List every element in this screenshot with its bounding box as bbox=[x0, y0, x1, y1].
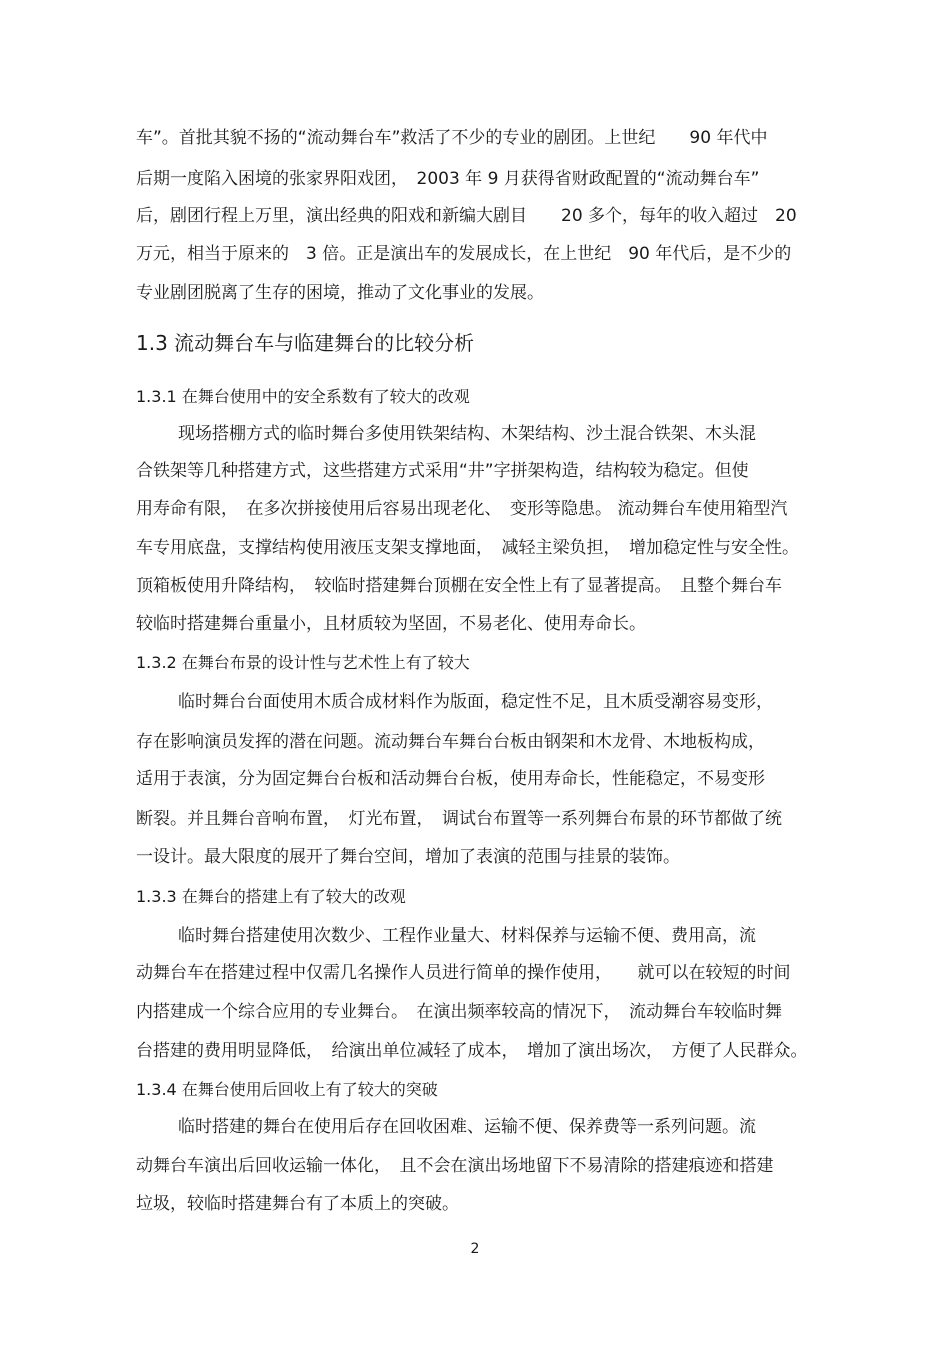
section-heading: 1.3 流动舞台车与临建舞台的比较分析 bbox=[136, 331, 475, 355]
paragraph-line: 后期一度陷入困境的张家界阳戏团， 2003 年 9 月获得省财政配置的“流动舞台车” bbox=[136, 169, 760, 189]
paragraph-line: 断裂。并且舞台音响布置， 灯光布置， 调试台布置等一系列舞台布景的环节都做了统 bbox=[136, 809, 782, 829]
paragraph-line: 专业剧团脱离了生存的困境，推动了文化事业的发展。 bbox=[136, 283, 544, 303]
page-number: 2 bbox=[470, 1241, 480, 1257]
paragraph-line: 后，剧团行程上万里，演出经典的阳戏和新编大剧目 20 多个，每年的收入超过 20 bbox=[136, 206, 797, 226]
paragraph-line: 车专用底盘，支撑结构使用液压支架支撑地面， 减轻主梁负担， 增加稳定性与安全性。 bbox=[136, 538, 799, 558]
paragraph-line: 动舞台车在搭建过程中仅需几名操作人员进行简单的操作使用， 就可以在较短的时间 bbox=[136, 963, 791, 983]
subsection-heading: 1.3.1 在舞台使用中的安全系数有了较大的改观 bbox=[136, 387, 470, 406]
paragraph-line: 内搭建成一个综合应用的专业舞台。 在演出频率较高的情况下， 流动舞台车较临时舞 bbox=[136, 1002, 782, 1022]
subsection-heading: 1.3.3 在舞台的搭建上有了较大的改观 bbox=[136, 887, 406, 906]
paragraph-line: 存在影响演员发挥的潜在问题。流动舞台车舞台台板由钢架和木龙骨、木地板构成， bbox=[136, 732, 765, 752]
paragraph-line: 临时搭建的舞台在使用后存在回收困难、运输不便、保养费等一系列问题。流 bbox=[178, 1117, 756, 1137]
paragraph-line: 动舞台车演出后回收运输一体化， 且不会在演出场地留下不易清除的搭建痕迹和搭建 bbox=[136, 1156, 774, 1176]
paragraph-line: 垃圾，较临时搭建舞台有了本质上的突破。 bbox=[136, 1194, 459, 1214]
paragraph-line: 现场搭棚方式的临时舞台多使用铁架结构、木架结构、沙土混合铁架、木头混 bbox=[178, 424, 756, 444]
subsection-heading: 1.3.2 在舞台布景的设计性与艺术性上有了较大 bbox=[136, 653, 470, 672]
paragraph-line: 台搭建的费用明显降低， 给演出单位减轻了成本， 增加了演出场次， 方便了人民群众。 bbox=[136, 1041, 808, 1061]
paragraph-line: 顶箱板使用升降结构， 较临时搭建舞台顶棚在安全性上有了显著提高。 且整个舞台车 bbox=[136, 576, 782, 596]
paragraph-line: 合铁架等几种搭建方式，这些搭建方式采用“井”字拼架构造，结构较为稳定。但使 bbox=[136, 461, 749, 481]
subsection-heading: 1.3.4 在舞台使用后回收上有了较大的突破 bbox=[136, 1080, 438, 1099]
paragraph-line: 用寿命有限， 在多次拼接使用后容易出现老化、 变形等隐患。 流动舞台车使用箱型汽 bbox=[136, 499, 788, 519]
paragraph-line: 万元，相当于原来的 3 倍。正是演出车的发展成长，在上世纪 90 年代后，是不少的 bbox=[136, 244, 792, 264]
paragraph-line: 较临时搭建舞台重量小，且材质较为坚固，不易老化、使用寿命长。 bbox=[136, 614, 646, 634]
paragraph-line: 临时舞台台面使用木质合成材料作为版面，稳定性不足，且木质受潮容易变形， bbox=[178, 692, 773, 712]
paragraph-line: 车”。首批其貌不扬的“流动舞台车”救活了不少的专业的剧团。上世纪 90 年代中 bbox=[136, 128, 768, 148]
paragraph-line: 一设计。最大限度的展开了舞台空间，增加了表演的范围与挂景的装饰。 bbox=[136, 847, 680, 867]
paragraph-line: 临时舞台搭建使用次数少、工程作业量大、材料保养与运输不便、费用高，流 bbox=[178, 926, 756, 946]
paragraph-line: 适用于表演，分为固定舞台台板和活动舞台台板，使用寿命长，性能稳定，不易变形 bbox=[136, 769, 765, 789]
